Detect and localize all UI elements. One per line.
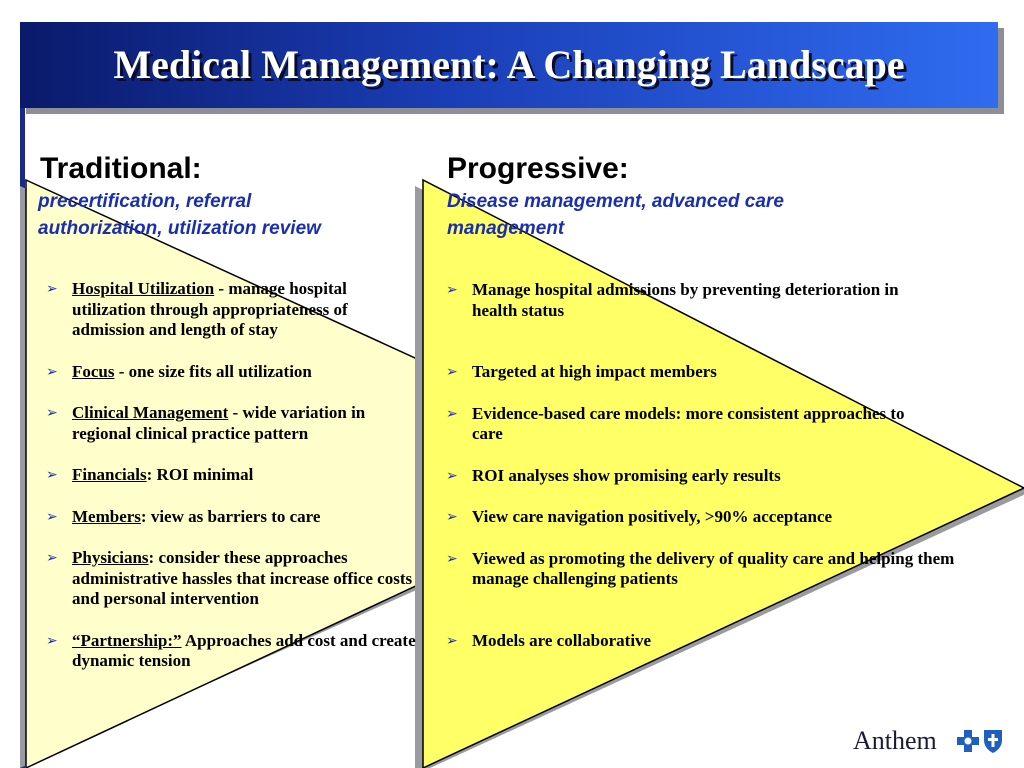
blue-shield-icon bbox=[982, 728, 1004, 754]
blue-cross-icon bbox=[957, 730, 979, 752]
arrow-bullet-icon: ➢ bbox=[46, 281, 58, 297]
arrow-bullet-icon: ➢ bbox=[446, 550, 458, 567]
item-text: ROI analyses show promising early results bbox=[472, 465, 781, 485]
item-text: : ROI minimal bbox=[146, 465, 254, 484]
item-text: View care navigation positively, >90% acceptance bbox=[472, 507, 833, 526]
list-item bbox=[42, 548, 422, 610]
progressive-subheading-line2: management bbox=[447, 218, 565, 239]
traditional-heading: Traditional: bbox=[40, 152, 202, 185]
arrow-bullet-icon: ➢ bbox=[446, 467, 458, 484]
traditional-subheading-line2: authorization, utilization review bbox=[38, 218, 321, 239]
item-text: Approaches add cost and create dynamic tension bbox=[72, 630, 416, 670]
list-item bbox=[42, 279, 422, 341]
item-term: “Partnership:” bbox=[72, 630, 182, 650]
item-text: - manage hospital utilization through appropriateness of admission and length of stay bbox=[72, 279, 348, 339]
arrow-bullet-icon: ➢ bbox=[446, 405, 458, 422]
anthem-logo bbox=[853, 724, 1013, 758]
item-term: Clinical Management bbox=[72, 403, 229, 422]
item-text: : view as barriers to care bbox=[140, 506, 321, 526]
item-text: - wide variation in regional clinical practice pattern bbox=[72, 403, 366, 443]
traditional-list bbox=[42, 279, 422, 672]
list-item bbox=[42, 465, 422, 486]
item-text: Viewed as promoting the delivery of quality care and helping them manage challenging patients bbox=[472, 548, 955, 588]
list-item bbox=[42, 403, 422, 444]
arrow-bullet-icon: ➢ bbox=[46, 405, 58, 421]
item-term: Hospital Utilization bbox=[72, 279, 215, 298]
list-item bbox=[442, 549, 992, 590]
item-text: Evidence-based care models: more consistent approaches to care bbox=[472, 403, 905, 443]
progressive-list bbox=[442, 280, 987, 651]
item-text: Manage hospital admissions by preventing deterioration in health status bbox=[472, 280, 899, 320]
logo-wordmark: Anthem bbox=[853, 726, 937, 755]
item-text: - one size fits all utilization bbox=[114, 361, 312, 381]
item-term: Financials bbox=[72, 465, 147, 484]
list-item bbox=[42, 507, 422, 528]
progressive-subheading bbox=[447, 188, 784, 242]
arrow-bullet-icon: ➢ bbox=[46, 363, 58, 380]
arrow-bullet-icon: ➢ bbox=[446, 364, 458, 380]
traditional-subheading-line1: precertification, referral bbox=[38, 191, 252, 212]
arrow-bullet-icon: ➢ bbox=[446, 632, 458, 649]
list-item bbox=[442, 466, 987, 487]
list-item bbox=[442, 404, 922, 445]
traditional-subheading bbox=[38, 188, 321, 242]
progressive-subheading-line1: Disease management, advanced care bbox=[447, 191, 784, 212]
page-title: Medical Management: A Changing Landscape bbox=[113, 42, 905, 87]
list-item bbox=[42, 362, 422, 383]
list-item bbox=[442, 507, 987, 528]
item-term: Members bbox=[72, 506, 141, 526]
list-item bbox=[442, 631, 987, 652]
item-text: : consider these approaches administrative hassles that increase office costs and personal intervention bbox=[72, 548, 413, 608]
progressive-heading: Progressive: bbox=[447, 152, 629, 185]
arrow-bullet-icon: ➢ bbox=[46, 508, 58, 525]
item-term: Focus bbox=[72, 361, 115, 381]
list-item bbox=[42, 631, 422, 672]
item-term: Physicians bbox=[72, 548, 149, 567]
arrow-bullet-icon: ➢ bbox=[446, 282, 458, 298]
item-text: Models are collaborative bbox=[472, 630, 652, 650]
arrow-bullet-icon: ➢ bbox=[46, 467, 58, 483]
arrow-bullet-icon: ➢ bbox=[46, 550, 58, 566]
item-text: Targeted at high impact members bbox=[472, 362, 717, 381]
list-item bbox=[442, 362, 987, 383]
arrow-bullet-icon: ➢ bbox=[446, 509, 458, 525]
list-item bbox=[442, 280, 902, 321]
arrow-bullet-icon: ➢ bbox=[46, 632, 58, 649]
